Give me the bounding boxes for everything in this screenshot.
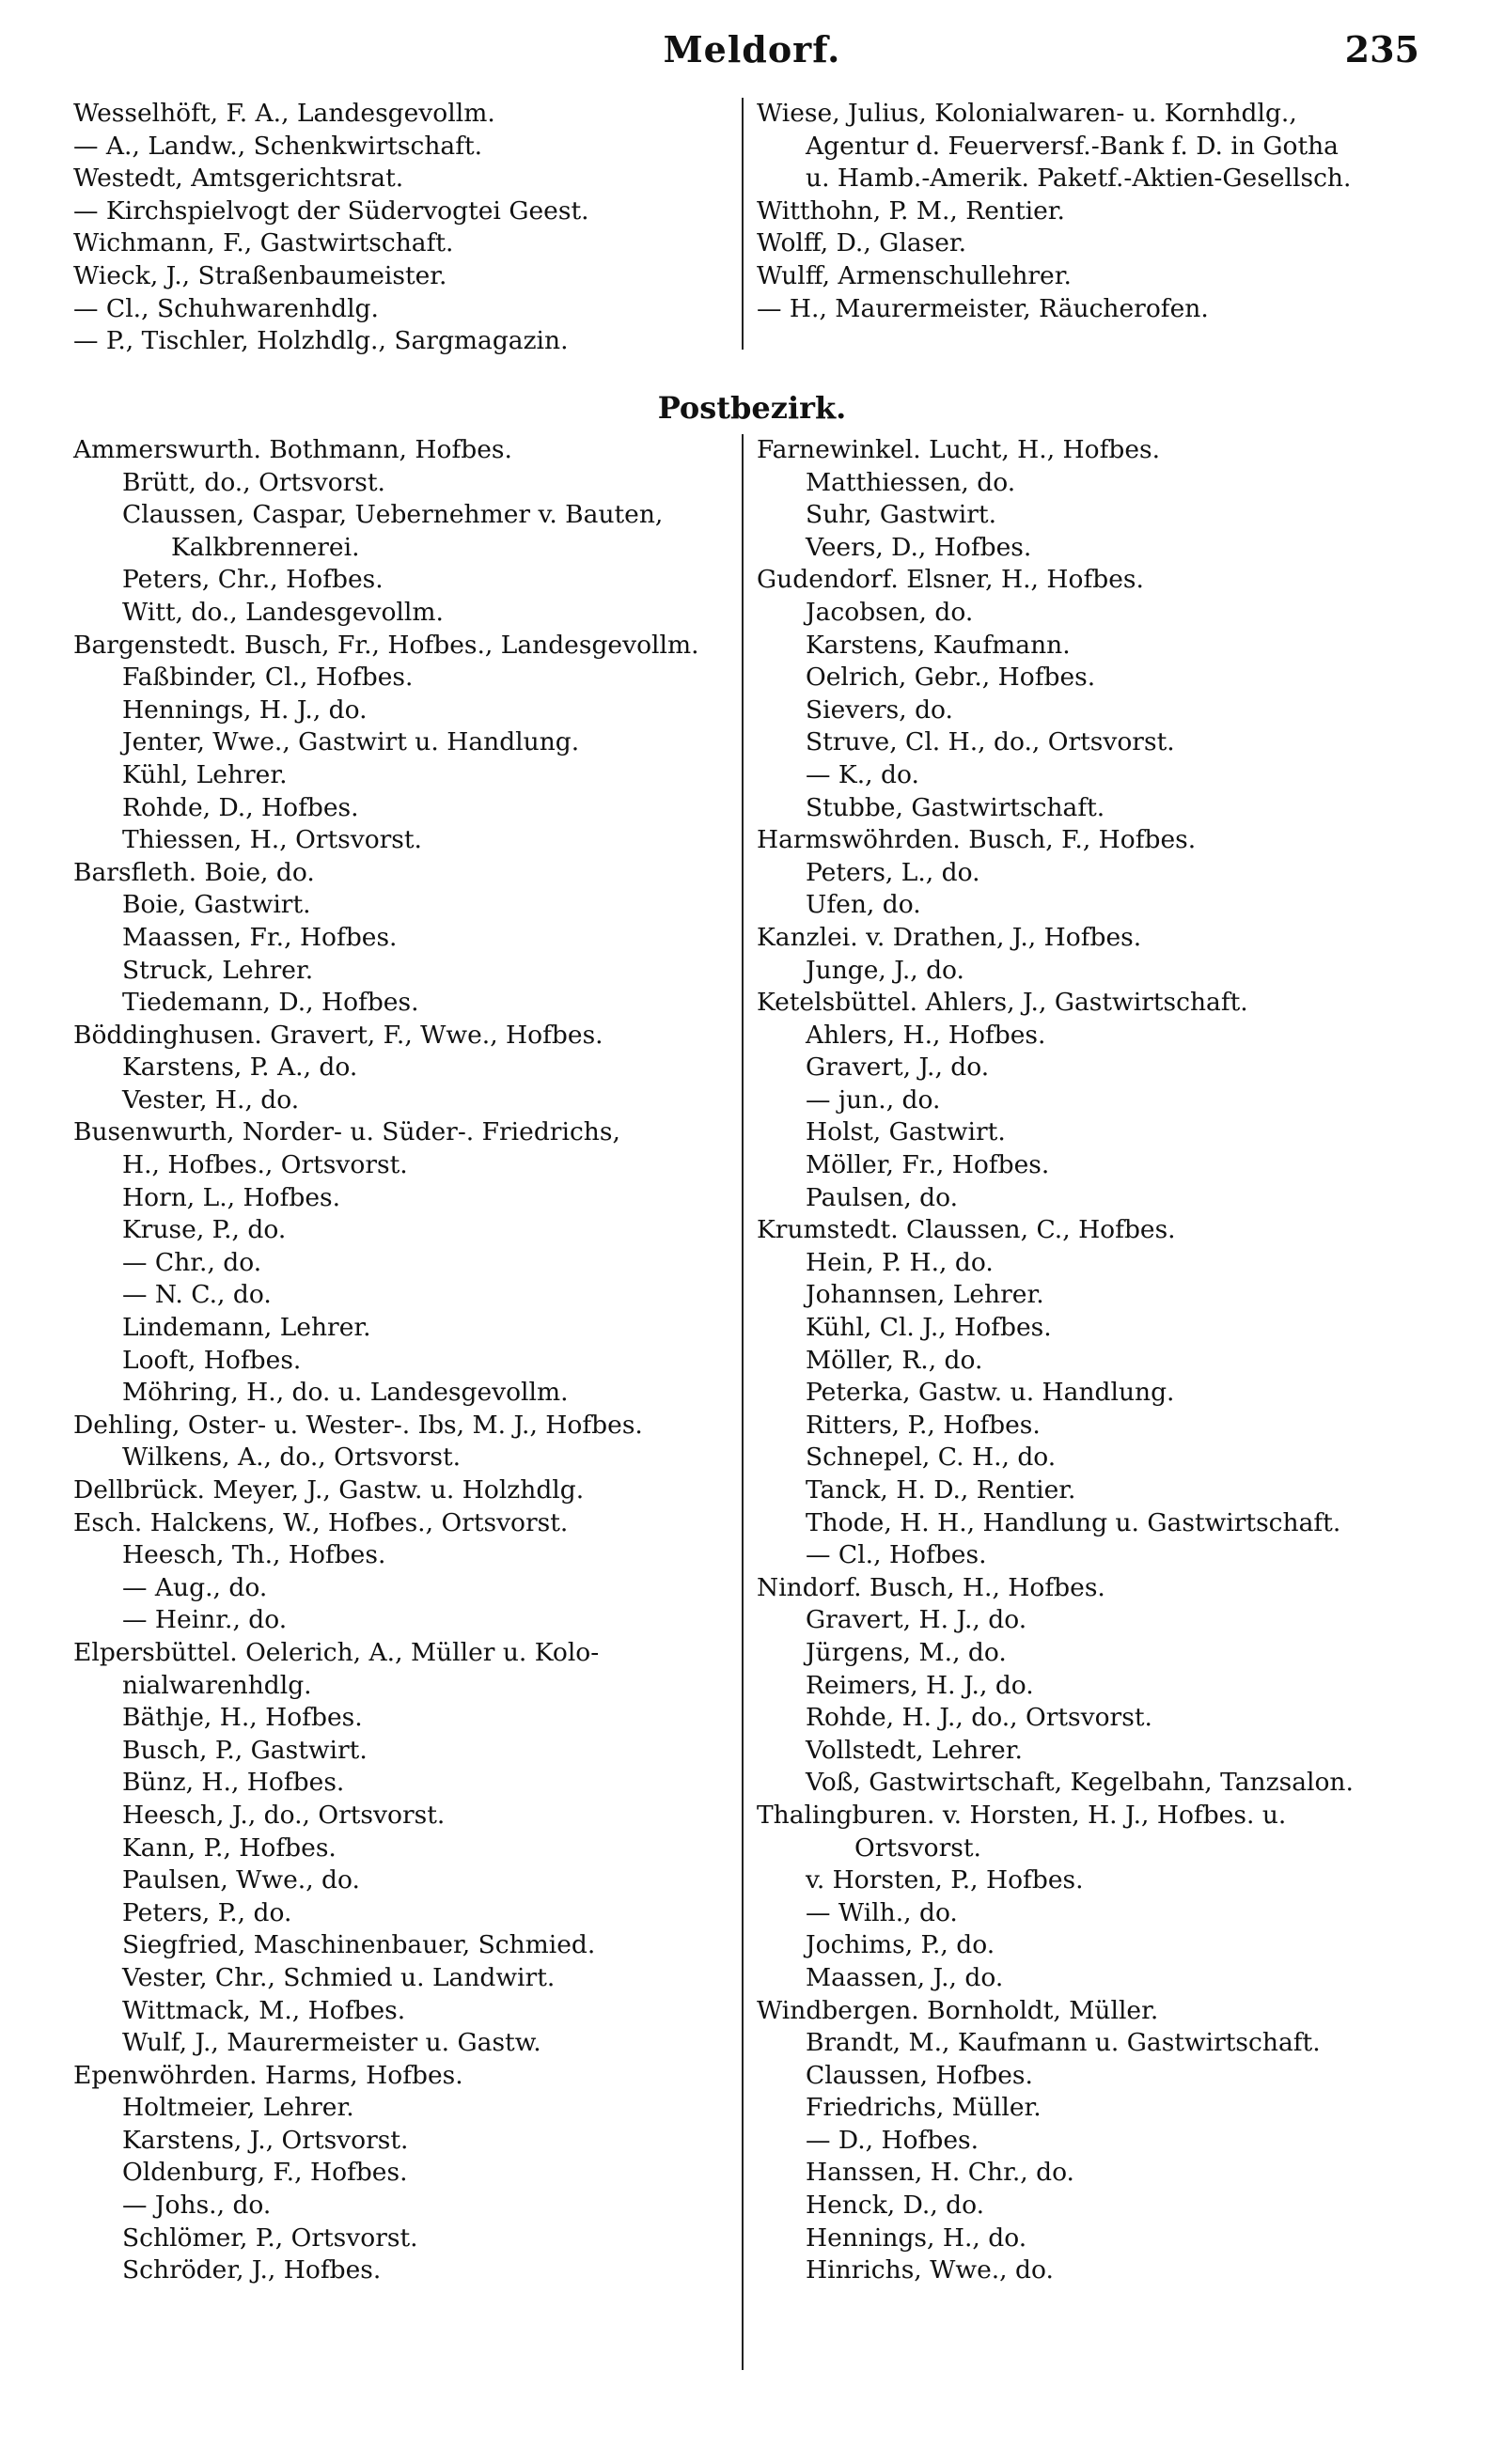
entry-line: Kanzlei. v. Drathen, J., Hofbes.	[757, 922, 1142, 952]
entry-line: Peterka, Gastw. u. Handlung.	[806, 1378, 1175, 1408]
entry-line: Wiese, Julius, Kolonialwaren- u. Kornhdlg.,	[757, 99, 1297, 128]
entry-line: nialwarenhdlg.	[122, 1670, 312, 1700]
entry-line: — jun., do.	[806, 1084, 941, 1115]
entry-line: Reimers, H. J., do.	[806, 1670, 1034, 1700]
entry-line: Bäthje, H., Hofbes.	[122, 1703, 363, 1733]
entry-line: Gravert, J., do.	[806, 1053, 990, 1083]
entry-line: Oelrich, Gebr., Hofbes.	[806, 663, 1096, 693]
entry-line: Brütt, do., Ortsvorst.	[122, 467, 385, 497]
entry-line: Maassen, J., do.	[806, 1962, 1004, 1992]
entry-line: Wichmann, F., Gastwirtschaft.	[73, 228, 454, 258]
entry-line: Wulff, Armenschullehrer.	[757, 260, 1072, 290]
entry-line: Busenwurth, Norder- u. Süder-. Friedrichs,	[73, 1117, 620, 1147]
entry-line: H., Hofbes., Ortsvorst.	[122, 1150, 408, 1180]
entry-line: Paulsen, Wwe., do.	[122, 1865, 360, 1895]
entry-line: Vollstedt, Lehrer.	[806, 1735, 1023, 1765]
entry-line: Peters, P., do.	[122, 1897, 292, 1927]
entry-line: Dellbrück. Meyer, J., Gastw. u. Holzhdlg.	[73, 1475, 585, 1505]
entry-line: Windbergen. Bornholdt, Müller.	[757, 1995, 1159, 2025]
entry-line: — D., Hofbes.	[806, 2125, 979, 2155]
entry-line: Jürgens, M., do.	[806, 1637, 1007, 1667]
entry-line: Epenwöhrden. Harms, Hofbes.	[73, 2060, 463, 2090]
entry-line: Vester, H., do.	[122, 1084, 300, 1115]
entry-line: — Johs., do.	[122, 2191, 272, 2221]
entry-line: — P., Tischler, Holzhdlg., Sargmagazin.	[73, 326, 569, 356]
entry-line: Möller, R., do.	[806, 1345, 983, 1375]
entry-line: Wieck, J., Straßenbaumeister.	[73, 260, 447, 290]
entry-line: — Aug., do.	[122, 1572, 268, 1602]
entry-line: Ritters, P., Hofbes.	[806, 1410, 1041, 1440]
entry-line: Rohde, D., Hofbes.	[122, 792, 359, 822]
entry-line: Thalingburen. v. Horsten, H. J., Hofbes. u.	[757, 1800, 1287, 1830]
entry-line: Schlömer, P., Ortsvorst.	[122, 2222, 418, 2253]
entry-line: Krumstedt. Claussen, C., Hofbes.	[757, 1215, 1176, 1245]
entry-line: Matthiessen, do.	[806, 467, 1016, 497]
entry-line: Hein, P. H., do.	[806, 1247, 994, 1277]
entry-line: Schnepel, C. H., do.	[806, 1443, 1057, 1473]
entry-line: Heesch, Th., Hofbes.	[122, 1540, 386, 1570]
entry-line: u. Hamb.-Amerik. Paketf.-Aktien-Gesellsch.	[806, 164, 1352, 194]
entry-line: Siegfried, Maschinenbauer, Schmied.	[122, 1930, 596, 1960]
bottom-right-column	[757, 434, 1452, 2287]
entry-line: Peters, Chr., Hofbes.	[122, 565, 384, 595]
entry-line: Witthohn, P. M., Rentier.	[757, 195, 1065, 226]
entry-line: — Cl., Hofbes.	[806, 1540, 987, 1570]
entry-line: Lindemann, Lehrer.	[122, 1313, 371, 1343]
entry-line: Wilkens, A., do., Ortsvorst.	[122, 1443, 462, 1473]
entry-line: — Wilh., do.	[806, 1897, 958, 1927]
page-header	[0, 28, 1504, 85]
entry-line: Jenter, Wwe., Gastwirt u. Handlung.	[122, 727, 580, 757]
entry-line: Boie, Gastwirt.	[122, 890, 311, 920]
section-title: Postbezirk.	[657, 390, 847, 426]
entry-line: Ahlers, H., Hofbes.	[806, 1020, 1046, 1050]
entry-line: Nindorf. Busch, H., Hofbes.	[757, 1572, 1105, 1602]
entry-line: Suhr, Gastwirt.	[806, 500, 997, 530]
entry-line: Veers, D., Hofbes.	[806, 532, 1032, 562]
entry-line: Tanck, H. D., Rentier.	[806, 1475, 1076, 1505]
entry-line: Oldenburg, F., Hofbes.	[122, 2158, 408, 2188]
top-right-column	[757, 98, 1434, 325]
entry-line: Esch. Halckens, W., Hofbes., Ortsvorst.	[73, 1507, 569, 1537]
entry-line: Ufen, do.	[806, 890, 921, 920]
entry-line: Rohde, H. J., do., Ortsvorst.	[806, 1703, 1152, 1733]
entry-line: Möhring, H., do. u. Landesgevollm.	[122, 1378, 569, 1408]
entry-line: Kalkbrennerei.	[171, 532, 360, 562]
page-title: Meldorf.	[663, 28, 841, 70]
entry-line: Agentur d. Feuerversf.-Bank f. D. in Gotha	[806, 131, 1339, 161]
entry-line: — H., Maurermeister, Räucherofen.	[757, 293, 1209, 323]
entry-line: Brandt, M., Kaufmann u. Gastwirtschaft.	[806, 2028, 1321, 2058]
entry-line: Heesch, J., do., Ortsvorst.	[122, 1800, 446, 1830]
entry-line: Böddinghusen. Gravert, F., Wwe., Hofbes.	[73, 1020, 603, 1050]
entry-line: Tiedemann, D., Hofbes.	[122, 988, 419, 1018]
entry-line: Ortsvorst.	[854, 1832, 981, 1863]
entry-line: Claussen, Hofbes.	[806, 2060, 1033, 2090]
entry-line: Claussen, Caspar, Uebernehmer v. Bauten,	[122, 500, 664, 530]
column-divider	[742, 434, 744, 2370]
entry-line: Ketelsbüttel. Ahlers, J., Gastwirtschaft.	[757, 988, 1248, 1018]
entry-line: Kühl, Cl. J., Hofbes.	[806, 1313, 1052, 1343]
entry-line: Busch, P., Gastwirt.	[122, 1735, 368, 1765]
entry-line: Maassen, Fr., Hofbes.	[122, 922, 398, 952]
entry-line: Schröder, J., Hofbes.	[122, 2255, 382, 2285]
entry-line: Möller, Fr., Hofbes.	[806, 1150, 1050, 1180]
top-left-column	[73, 98, 731, 358]
entry-line: Faßbinder, Cl., Hofbes.	[122, 663, 414, 693]
entry-line: Thode, H. H., Handlung u. Gastwirtschaft.	[806, 1507, 1341, 1537]
entry-line: Holtmeier, Lehrer.	[122, 2093, 354, 2123]
entry-line: Hanssen, H. Chr., do.	[806, 2158, 1074, 2188]
entry-line: Peters, L., do.	[806, 857, 980, 887]
entry-line: Voß, Gastwirtschaft, Kegelbahn, Tanzsalon.	[806, 1768, 1354, 1798]
entry-line: Paulsen, do.	[806, 1182, 959, 1212]
entry-line: Jochims, P., do.	[806, 1930, 995, 1960]
entry-line: Harmswöhrden. Busch, F., Hofbes.	[757, 825, 1197, 855]
entry-line: Struck, Lehrer.	[122, 955, 314, 985]
bottom-left-column	[73, 434, 741, 2287]
entry-line: Wolff, D., Glaser.	[757, 228, 967, 258]
entry-line: Junge, J., do.	[806, 955, 964, 985]
entry-line: Struve, Cl. H., do., Ortsvorst.	[806, 727, 1175, 757]
entry-line: Wulf, J., Maurermeister u. Gastw.	[122, 2028, 541, 2058]
entry-line: Karstens, Kaufmann.	[806, 630, 1071, 660]
entry-line: Hennings, H. J., do.	[122, 694, 368, 725]
entry-line: Johannsen, Lehrer.	[806, 1280, 1044, 1310]
entry-line: Karstens, P. A., do.	[122, 1053, 358, 1083]
entry-line: — N. C., do.	[122, 1280, 272, 1310]
entry-line: Barsfleth. Boie, do.	[73, 857, 315, 887]
entry-line: — Chr., do.	[122, 1247, 262, 1277]
entry-line: Horn, L., Hofbes.	[122, 1182, 341, 1212]
entry-line: Karstens, J., Ortsvorst.	[122, 2125, 409, 2155]
entry-line: Looft, Hofbes.	[122, 1345, 302, 1375]
entry-line: v. Horsten, P., Hofbes.	[806, 1865, 1084, 1895]
entry-line: Ammerswurth. Bothmann, Hofbes.	[73, 435, 512, 464]
entry-line: Friedrichs, Müller.	[806, 2093, 1042, 2123]
entry-line: Witt, do., Landesgevollm.	[122, 597, 444, 627]
entry-line: Farnewinkel. Lucht, H., Hofbes.	[757, 435, 1161, 464]
entry-line: Wittmack, M., Hofbes.	[122, 1995, 406, 2025]
entry-line: Bünz, H., Hofbes.	[122, 1768, 345, 1798]
entry-line: Kühl, Lehrer.	[122, 759, 288, 789]
entry-line: Thiessen, H., Ortsvorst.	[122, 825, 422, 855]
entry-line: Bargenstedt. Busch, Fr., Hofbes., Landesgevollm.	[73, 630, 699, 660]
entry-line: Hinrichs, Wwe., do.	[806, 2255, 1054, 2285]
entry-line: — Heinr., do.	[122, 1605, 288, 1635]
entry-line: Henck, D., do.	[806, 2191, 985, 2221]
entry-line: — A., Landw., Schenkwirtschaft.	[73, 131, 483, 161]
entry-line: Gudendorf. Elsner, H., Hofbes.	[757, 565, 1144, 595]
entry-line: Holst, Gastwirt.	[806, 1117, 1006, 1147]
entry-line: Elpersbüttel. Oelerich, A., Müller u. Kolo-	[73, 1637, 600, 1667]
entry-line: — K., do.	[806, 759, 919, 789]
entry-line: Stubbe, Gastwirtschaft.	[806, 792, 1105, 822]
column-divider	[742, 98, 744, 350]
entry-line: Westedt, Amtsgerichtsrat.	[73, 164, 404, 194]
entry-line: Gravert, H. J., do.	[806, 1605, 1027, 1635]
entry-line: Sievers, do.	[806, 694, 953, 725]
entry-line: Jacobsen, do.	[806, 597, 974, 627]
entry-line: Kann, P., Hofbes.	[122, 1832, 337, 1863]
entry-line: Dehling, Oster- u. Wester-. Ibs, M. J., Hofbes.	[73, 1410, 643, 1440]
entry-line: Vester, Chr., Schmied u. Landwirt.	[122, 1962, 556, 1992]
entry-line: — Cl., Schuhwarenhdlg.	[73, 293, 379, 323]
entry-line: Wesselhöft, F. A., Landesgevollm.	[73, 99, 495, 128]
entry-line: Hennings, H., do.	[806, 2222, 1027, 2253]
entry-line: — Kirchspielvogt der Südervogtei Geest.	[73, 195, 589, 226]
entry-line: Kruse, P., do.	[122, 1215, 287, 1245]
page-number: 235	[1344, 28, 1419, 70]
